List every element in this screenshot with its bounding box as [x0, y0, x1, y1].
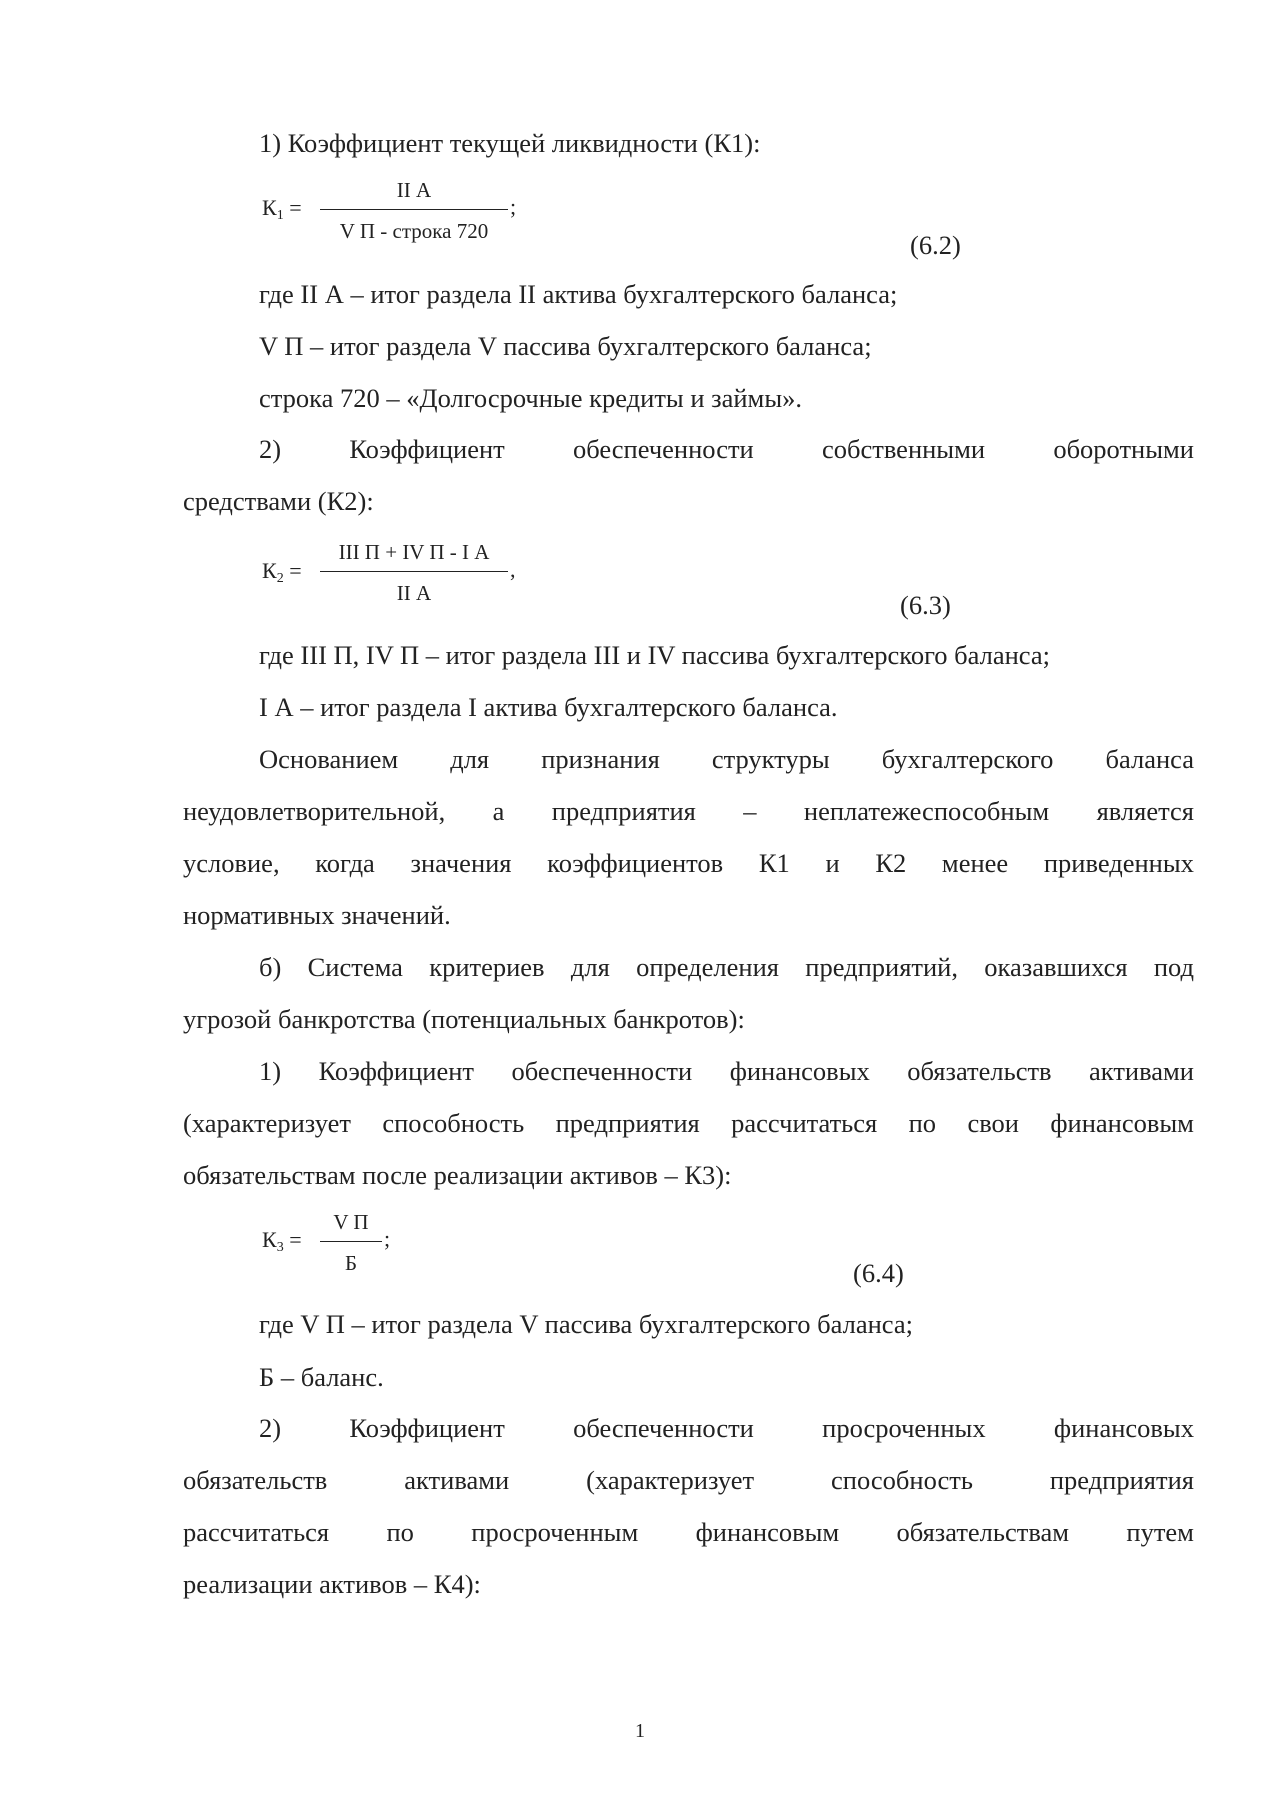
paragraph-where-k1-b: V П – итог раздела V пассива бухгалтерского баланса; [259, 331, 872, 361]
word: бухгалтерского [881, 744, 1054, 774]
paragraph-where-k2-b: I А – итог раздела I актива бухгалтерского баланса. [259, 692, 838, 722]
word: структуры [711, 744, 830, 774]
word: свои [967, 1108, 1019, 1138]
word: 1) [259, 1056, 282, 1086]
word: Система [307, 952, 403, 982]
word: финансовым [1050, 1108, 1194, 1138]
word: для [570, 952, 610, 982]
word: рассчитаться [183, 1517, 330, 1547]
formula-k2-lhs: $К_2$ = [262, 558, 302, 586]
word: б) [259, 952, 282, 982]
word: (характеризует [183, 1108, 351, 1138]
paragraph-k4-line1 [259, 1412, 1194, 1444]
formula-k3-lhs: $К_3$ = [262, 1227, 302, 1255]
word: для [450, 744, 490, 774]
word: просроченным [471, 1517, 639, 1547]
word: обязательств [907, 1056, 1052, 1086]
paragraph-basis-line4: нормативных значений. [183, 900, 451, 930]
word: оказавшихся [984, 952, 1128, 982]
paragraph-k2-heading-line2: средствами (К2): [183, 486, 374, 516]
word: баланса [1105, 744, 1194, 774]
paragraph-k3-line1 [259, 1055, 1194, 1087]
word: критериев [429, 952, 545, 982]
word: предприятия [555, 1108, 700, 1138]
page-number: 1 [635, 1720, 645, 1742]
word: Коэффициент [349, 434, 505, 464]
word: К2 [875, 848, 907, 878]
paragraph-where-k1: где II А – итог раздела II актива бухгалтерского баланса; [259, 279, 898, 309]
equation-number-6-3: (6.3) [900, 590, 951, 620]
word: путем [1126, 1517, 1194, 1547]
paragraph-where-k2: где III П, IV П – итог раздела III и IV пассива бухгалтерского баланса; [259, 640, 1051, 670]
word: по [386, 1517, 414, 1547]
formula-k3-numerator: V П [333, 1210, 369, 1234]
paragraph-basis-line3 [183, 847, 1194, 879]
word: признания [541, 744, 660, 774]
word: Коэффициент [349, 1413, 505, 1443]
word: неудовлетворительной, [183, 796, 446, 826]
formula-k3-tail: ; [384, 1226, 391, 1251]
word: является [1096, 796, 1194, 826]
word: рассчитаться [731, 1108, 878, 1138]
word: обязательств [183, 1465, 328, 1495]
formula-k3-denominator: Б [344, 1251, 358, 1275]
paragraph-where-k3: где V П – итог раздела V пассива бухгалтерского баланса; [259, 1309, 913, 1339]
word: активами [1089, 1056, 1194, 1086]
formula-k1-tail: ; [510, 194, 517, 219]
word: менее [941, 848, 1009, 878]
paragraph-k2-heading-line1 [259, 433, 1194, 465]
paragraph-b-line1 [259, 951, 1194, 983]
word: когда [315, 848, 375, 878]
word: – [743, 796, 757, 826]
equation-number-6-4: (6.4) [853, 1258, 904, 1288]
fraction-bar [320, 571, 508, 572]
paragraph-basis-line1 [259, 743, 1194, 775]
word: предприятий, [805, 952, 958, 982]
word: К1 [758, 848, 790, 878]
formula-k2-numerator: III П + IV П - I А [338, 540, 490, 564]
word: предприятия [551, 796, 696, 826]
formula-k1-lhs: $К_1$ = [262, 195, 302, 223]
paragraph-b-line2: угрозой банкротства (потенциальных банкротов): [183, 1004, 745, 1034]
word: просроченных [822, 1413, 986, 1443]
word: обеспеченности [573, 1413, 754, 1443]
word: активами [404, 1465, 510, 1495]
word: 2) [259, 434, 282, 464]
word: а [492, 796, 505, 826]
word: обеспеченности [511, 1056, 693, 1086]
word: и [825, 848, 840, 878]
word: условие, [183, 848, 280, 878]
word: финансовых [729, 1056, 870, 1086]
word: финансовых [1053, 1413, 1194, 1443]
word: под [1153, 952, 1194, 982]
paragraph-k3-line2 [183, 1107, 1194, 1139]
paragraph-basis-line2 [183, 795, 1194, 827]
paragraph-k4-line3 [183, 1516, 1194, 1548]
paragraph-where-k1-c: строка 720 – «Долгосрочные кредиты и займы». [259, 383, 803, 413]
word: 2) [259, 1413, 282, 1443]
paragraph-k4-line4: реализации активов – К4): [183, 1569, 481, 1599]
word: обеспеченности [572, 434, 754, 464]
paragraph-where-k3-b: Б – баланс. [259, 1362, 384, 1392]
paragraph-k4-line2 [183, 1464, 1194, 1496]
fraction-bar [320, 1241, 382, 1242]
paragraph-k1-heading: 1) Коэффициент текущей ликвидности (К1): [259, 128, 761, 158]
formula-k1-denominator: V П - строка 720 [339, 219, 489, 243]
word: предприятия [1049, 1465, 1194, 1495]
equation-number-6-2: (6.2) [910, 230, 961, 260]
word: коэффициентов [547, 848, 724, 878]
word: приведенных [1043, 848, 1194, 878]
fraction-bar [320, 209, 508, 210]
word: оборотными [1053, 434, 1194, 464]
word: собственными [821, 434, 986, 464]
word: Коэффициент [318, 1056, 474, 1086]
word: неплатежеспособным [803, 796, 1050, 826]
word: финансовым [695, 1517, 840, 1547]
word: определения [636, 952, 779, 982]
formula-k1-numerator: II А [396, 178, 432, 202]
word: значения [410, 848, 512, 878]
word: способность [831, 1465, 973, 1495]
word: способность [382, 1108, 525, 1138]
formula-k2-denominator: II А [396, 581, 432, 605]
word: по [908, 1108, 937, 1138]
word: (характеризует [586, 1465, 755, 1495]
paragraph-k3-line3: обязательствам после реализации активов – К3): [183, 1160, 732, 1190]
word: обязательствам [896, 1517, 1070, 1547]
formula-k2-tail: , [510, 557, 516, 582]
word: Основанием [259, 744, 399, 774]
